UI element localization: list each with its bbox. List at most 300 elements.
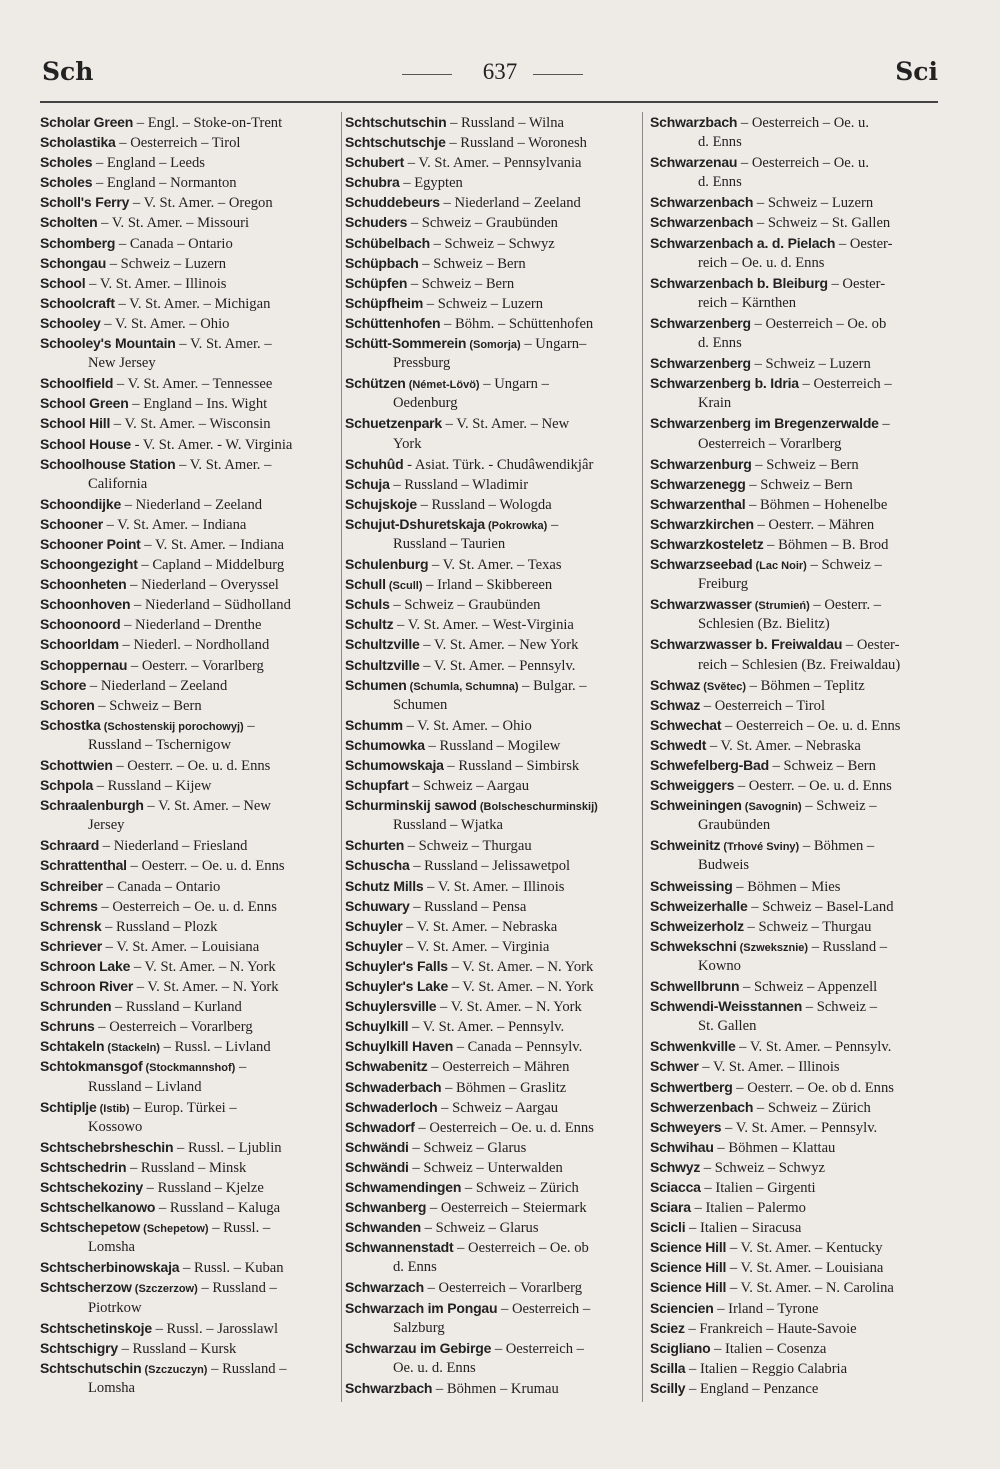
location-text: – Oesterreich – — [798, 376, 892, 393]
location-continuation: Lomsha — [88, 1239, 136, 1256]
location-text: – Böhmen – Graslitz — [441, 1079, 567, 1096]
place-name: Schooley — [40, 314, 101, 331]
place-name: Schuls — [345, 596, 390, 613]
gazetteer-entry — [650, 373, 938, 413]
entry-line — [345, 1056, 635, 1076]
location-text: – Oesterreich – — [497, 1300, 591, 1317]
entry-line — [345, 896, 635, 916]
location-text: – Engl. – Stoke-on-Trent — [133, 115, 283, 131]
gazetteer-entry — [650, 1257, 938, 1277]
entry-line — [345, 1097, 635, 1117]
place-name: Schoolfield — [40, 375, 114, 392]
gazetteer-entry — [40, 1056, 338, 1096]
entry-line — [345, 152, 635, 172]
place-name: Schurminskij sawod — [345, 797, 477, 814]
place-name: Schwechat — [650, 716, 722, 733]
place-name: Schuhûd — [345, 455, 404, 472]
entry-line — [650, 876, 938, 896]
place-name: Schwerzenbach — [650, 1098, 754, 1115]
gazetteer-entry — [40, 1318, 338, 1338]
gazetteer-entry — [650, 233, 938, 273]
gazetteer-entry — [345, 655, 635, 675]
gazetteer-entry — [40, 574, 338, 594]
gazetteer-entry — [650, 1177, 938, 1197]
place-name: Schultz — [345, 616, 394, 633]
entries-column-1 — [40, 112, 338, 1398]
location-text: – Schweiz – Bern — [745, 476, 853, 493]
entry-line — [345, 233, 635, 253]
gazetteer-entry — [650, 795, 938, 835]
gazetteer-entry — [650, 494, 938, 514]
location-text: – Russland – Jelissawetpol — [409, 858, 571, 875]
location-continuation: d. Enns — [393, 1259, 437, 1276]
place-name: Scicli — [650, 1219, 686, 1236]
location-text: – Russland – Kurland — [111, 999, 242, 1016]
location-text: – — [235, 1059, 247, 1076]
place-name: Schwenkville — [650, 1038, 736, 1055]
entry-line — [650, 494, 938, 514]
entry-line — [40, 554, 338, 574]
gazetteer-entry — [40, 956, 338, 976]
place-name: Schwertberg — [650, 1078, 733, 1095]
header-right-letters: Sci — [895, 57, 938, 86]
gazetteer-entry — [40, 434, 338, 454]
location-text: – V. St. Amer. – Missouri — [97, 215, 250, 232]
gazetteer-entry — [345, 132, 635, 152]
entry-line — [345, 1157, 635, 1177]
location-text: – Schweiz – Unterwalden — [408, 1159, 563, 1176]
place-name: Schwarzwasser b. Freiwaldau — [650, 636, 843, 653]
gazetteer-entry — [40, 152, 338, 172]
place-name: Sciara — [650, 1199, 691, 1216]
location-text: – V. St. Amer. – New — [442, 416, 570, 433]
location-text: – England – Normanton — [92, 175, 237, 192]
entry-line — [345, 855, 635, 875]
place-name: Schomberg — [40, 234, 116, 251]
entry-line — [650, 1177, 938, 1197]
location-text: – — [878, 416, 890, 433]
place-name: Schweiggers — [650, 777, 735, 794]
entry-line — [40, 273, 338, 293]
place-name: Schweissing — [650, 877, 733, 894]
place-name: Schüpbach — [345, 254, 419, 271]
entry-line — [40, 454, 338, 474]
entry-line — [40, 996, 338, 1016]
entry-line — [40, 956, 338, 976]
place-name: Schübelbach — [345, 234, 430, 251]
entry-line — [650, 1077, 938, 1097]
gazetteer-entry — [650, 1036, 938, 1056]
entry-line — [40, 293, 338, 313]
entry-line — [345, 1016, 635, 1036]
gazetteer-entry — [40, 373, 338, 393]
gazetteer-entry — [345, 333, 635, 373]
entry-line — [345, 132, 635, 152]
entry-line — [650, 1157, 938, 1177]
entry-line — [40, 253, 338, 273]
entry-line — [650, 675, 938, 695]
place-name: Schüpfen — [345, 274, 408, 291]
entry-line — [345, 1036, 635, 1056]
entry-line — [650, 233, 938, 253]
location-continuation: California — [88, 475, 148, 492]
entry-line — [345, 876, 635, 896]
gazetteer-entry — [40, 514, 338, 534]
gazetteer-entry — [345, 936, 635, 956]
location-text: – Irland – Skibbereen — [422, 577, 553, 594]
location-text: – Schweiz – Bern — [751, 456, 859, 473]
gazetteer-entry — [40, 855, 338, 875]
location-continuation: Piotrkow — [88, 1299, 142, 1316]
entry-line — [40, 1338, 338, 1358]
location-text: – Niederland – Zeeland — [86, 677, 228, 694]
gazetteer-entry — [345, 1077, 635, 1097]
location-text: – V. St. Amer. – N. York — [436, 999, 582, 1016]
gazetteer-entry — [40, 1257, 338, 1277]
gazetteer-entry — [345, 835, 635, 855]
gazetteer-entry — [345, 1338, 635, 1378]
gazetteer-entry — [40, 1016, 338, 1036]
entry-line — [40, 594, 338, 614]
place-name: Schtschutschje — [345, 134, 446, 151]
place-name: Schwarzenegg — [650, 475, 746, 492]
gazetteer-entry — [650, 313, 938, 353]
place-name: Schwarzenburg — [650, 455, 752, 472]
location-text: – Russland – Kjelze — [143, 1179, 264, 1196]
entry-line — [345, 273, 635, 293]
entry-line — [40, 413, 338, 433]
location-text: – Böhmen – Teplitz — [746, 677, 865, 694]
entry-line — [650, 1378, 938, 1398]
gazetteer-entry — [650, 675, 938, 695]
location-text: – Russland – Kursk — [117, 1340, 237, 1357]
location-text: – Bulgar. – — [518, 677, 587, 694]
location-text: – V. St. Amer. – Illinois — [423, 878, 565, 895]
location-text: – Russland – Plozk — [101, 918, 218, 935]
place-name: Schtakeln — [40, 1038, 105, 1055]
location-text: – Russl. – Kuban — [179, 1260, 284, 1277]
place-name: Schuders — [345, 214, 408, 231]
entry-line — [650, 112, 938, 132]
place-name: Schumm — [345, 716, 403, 733]
alternate-name: (Szweksznie) — [736, 941, 809, 954]
location-text: – Niederland – Zeeland — [121, 496, 263, 513]
place-name: Schwanberg — [345, 1199, 427, 1216]
location-continuation: Schumen — [393, 696, 448, 713]
gazetteer-entry — [40, 1338, 338, 1358]
entry-line — [345, 1277, 635, 1297]
place-name: Schwefelberg-Bad — [650, 757, 769, 773]
gazetteer-entry — [345, 634, 635, 654]
place-name: Schuylkill — [345, 1018, 409, 1035]
gazetteer-entry — [650, 775, 938, 795]
place-name: Schumen — [345, 676, 407, 693]
entry-line — [345, 574, 635, 594]
place-name: Schtschelkanowo — [40, 1199, 156, 1216]
gazetteer-entry — [40, 1036, 338, 1056]
entry-line — [650, 373, 938, 393]
place-name: Schubert — [345, 154, 405, 171]
place-name: Scholes — [40, 154, 93, 171]
place-name: Schwarzenbach a. d. Pielach — [650, 234, 836, 251]
place-name: Schrunden — [40, 998, 112, 1015]
gazetteer-entry — [650, 1277, 938, 1297]
location-text: – Italien – Palermo — [690, 1200, 806, 1217]
location-text: – Russland – Wologda — [416, 496, 552, 513]
entry-line — [40, 333, 338, 353]
location-continuation: Pressburg — [393, 355, 451, 372]
gazetteer-entry — [650, 936, 938, 976]
place-name: Schwarzach — [345, 1279, 424, 1296]
location-text: – V. St. Amer. – Virginia — [402, 938, 550, 955]
entry-line — [650, 795, 938, 815]
gazetteer-entry — [345, 1036, 635, 1056]
entry-line — [345, 916, 635, 936]
entry-line — [40, 1358, 338, 1378]
gazetteer-entry — [40, 1358, 338, 1398]
location-text: – Europ. Türkei – — [129, 1099, 237, 1116]
place-name: Schwamendingen — [345, 1178, 462, 1195]
column-divider — [642, 112, 643, 1402]
gazetteer-entry — [650, 1157, 938, 1177]
location-text: – Oesterreich – Oe. ob — [453, 1240, 589, 1257]
location-continuation: Krain — [698, 395, 732, 412]
gazetteer-entry — [345, 373, 635, 413]
place-name: Schwändi — [345, 1158, 409, 1175]
gazetteer-entry — [345, 494, 635, 514]
gazetteer-entry — [650, 1097, 938, 1117]
place-name: Schuja — [345, 475, 390, 492]
place-name: Schwarzenberg — [650, 355, 751, 372]
gazetteer-entry — [650, 876, 938, 896]
entry-line — [650, 474, 938, 494]
header-rule — [40, 101, 938, 103]
place-name: Schurten — [345, 837, 405, 854]
gazetteer-entry — [345, 1137, 635, 1157]
gazetteer-entry — [40, 775, 338, 795]
place-name: School — [40, 274, 86, 291]
location-text: – Oesterr. – Oe. u. d. Enns — [126, 858, 285, 875]
entry-line — [345, 212, 635, 232]
place-name: Schütt-Sommerein — [345, 335, 467, 352]
gazetteer-entry — [40, 534, 338, 554]
location-continuation: Jersey — [88, 817, 125, 834]
place-name: Schwändi — [345, 1138, 409, 1155]
location-text: – Schweiz – Luzern — [750, 356, 871, 373]
entry-line — [40, 1137, 338, 1157]
place-name: Scholastika — [40, 134, 116, 151]
entry-line — [345, 1197, 635, 1217]
location-text: – Oester- — [835, 235, 893, 252]
place-name: Schwekschni — [650, 937, 737, 954]
place-name: Schwarzenberg b. Idria — [650, 375, 799, 392]
place-name: Schtschigry — [40, 1339, 118, 1356]
location-text: – Ungarn – — [479, 376, 549, 393]
location-text: – Oesterreich – Oe. u. d. Enns — [97, 898, 277, 915]
place-name: Schwarzbach — [650, 114, 738, 130]
gazetteer-entry — [345, 112, 635, 132]
place-name: Schtiplje — [40, 1098, 97, 1115]
location-text: – Egypten — [399, 175, 463, 192]
location-text: – Schweiz – Luzern — [106, 255, 227, 272]
entry-line — [650, 192, 938, 212]
entry-line — [40, 1217, 338, 1237]
place-name: Schpola — [40, 777, 94, 794]
location-continuation: reich – Oe. u. d. Enns — [698, 254, 825, 271]
gazetteer-entry — [650, 835, 938, 875]
place-name: Schruns — [40, 1018, 95, 1035]
alternate-name: (Somorja) — [466, 339, 521, 352]
place-name: Scholten — [40, 214, 98, 231]
entry-line — [650, 996, 938, 1016]
entry-line — [345, 715, 635, 735]
gazetteer-entry — [650, 1298, 938, 1318]
location-text: – Schweiz – Graubünden — [407, 215, 558, 232]
gazetteer-entry — [650, 1378, 938, 1398]
alternate-name: (Schumla, Schumna) — [406, 680, 519, 693]
entry-line — [345, 735, 635, 755]
alternate-name: (Lac Noir) — [752, 560, 807, 573]
entry-line — [40, 1318, 338, 1338]
entry-line — [345, 775, 635, 795]
entry-line — [345, 835, 635, 855]
entry-line — [40, 1277, 338, 1297]
place-name: Schwarzenau — [650, 154, 738, 171]
entry-line — [40, 574, 338, 594]
place-name: Schwabenitz — [345, 1058, 428, 1075]
gazetteer-entry — [650, 112, 938, 152]
place-name: Schujut-Dshuretskaja — [345, 515, 485, 532]
location-continuation: d. Enns — [698, 134, 742, 151]
alternate-name: (Istib) — [96, 1102, 130, 1115]
entry-line — [345, 614, 635, 634]
entry-line — [40, 313, 338, 333]
entry-line — [40, 1157, 338, 1177]
location-text: – V. St. Amer. – Wisconsin — [110, 416, 271, 433]
entry-line — [650, 1056, 938, 1076]
gazetteer-entry — [40, 1137, 338, 1157]
gazetteer-entry — [40, 413, 338, 433]
location-text: – Schweiz – Zürich — [461, 1179, 579, 1196]
place-name: Schtschedrin — [40, 1158, 127, 1175]
gazetteer-entry — [345, 976, 635, 996]
place-name: Schwarzach im Pongau — [345, 1299, 498, 1316]
gazetteer-entry — [40, 1177, 338, 1197]
alternate-name: (Scull) — [385, 580, 423, 593]
location-text: – V. St. Amer. – — [175, 456, 272, 473]
gazetteer-entry — [650, 212, 938, 232]
alternate-name: (Trhové Sviny) — [720, 841, 800, 854]
place-name: Schwarzenberg — [650, 314, 751, 331]
gazetteer-entry — [40, 936, 338, 956]
location-text: – Böhm. – Schüttenhofen — [440, 315, 594, 332]
location-text: – V. St. Amer. – N. York — [447, 958, 594, 975]
location-text: – Irland – Tyrone — [713, 1300, 819, 1317]
location-text: – Russland – — [808, 938, 888, 955]
location-text: – V. St. Amer. – West-Virginia — [393, 617, 574, 634]
entry-line — [345, 413, 635, 433]
location-text: – V. St. Amer. – N. York — [133, 979, 279, 996]
location-text: – V. St. Amer. – Oregon — [129, 195, 273, 212]
location-text: – Oester- — [827, 275, 886, 292]
alternate-name: (Schepetow) — [140, 1223, 209, 1236]
entry-line — [345, 192, 635, 212]
place-name: Schuetzenpark — [345, 415, 442, 432]
place-name: Schwarzenbach b. Bleiburg — [650, 274, 828, 291]
place-name: Schoonheten — [40, 576, 127, 593]
place-name: Schostka — [40, 716, 101, 733]
entry-line — [345, 996, 635, 1016]
place-name: Schooner — [40, 515, 103, 532]
gazetteer-entry — [40, 896, 338, 916]
alternate-name: (Pokrowka) — [484, 519, 548, 532]
entry-line — [650, 715, 938, 735]
gazetteer-entry — [40, 976, 338, 996]
entry-line — [345, 333, 635, 353]
place-name: Schull — [345, 576, 386, 593]
alternate-name: (Stockmannshof) — [142, 1062, 236, 1075]
place-name: Sciez — [650, 1319, 685, 1336]
gazetteer-entry — [345, 996, 635, 1016]
gazetteer-entry — [40, 132, 338, 152]
gazetteer-entry — [650, 514, 938, 534]
gazetteer-entry — [650, 474, 938, 494]
gazetteer-entry — [345, 212, 635, 232]
location-text: – Russland – Woronesh — [445, 135, 587, 152]
location-text: – Oesterreich – Oe. u. — [737, 155, 869, 172]
location-text: – V. St. Amer. – Pennsylv. — [419, 657, 576, 674]
gazetteer-entry — [650, 534, 938, 554]
location-continuation: Graubünden — [698, 817, 771, 834]
entry-line — [650, 936, 938, 956]
entry-line — [40, 634, 338, 654]
place-name: Schweinitz — [650, 837, 721, 854]
gazetteer-entry — [345, 152, 635, 172]
location-continuation: Russland – Tschernigow — [88, 736, 232, 753]
location-text: – Russland – Kijew — [93, 778, 212, 795]
place-name: Schultzville — [345, 656, 420, 673]
location-text: – V. St. Amer. – Ohio — [100, 315, 230, 332]
place-name: Schützen — [345, 375, 406, 392]
location-text: – Oesterreich – Oe. u. — [737, 115, 869, 131]
gazetteer-entry — [650, 273, 938, 313]
place-name: Schwaderbach — [345, 1078, 442, 1095]
location-text: – V. St. Amer. – Ohio — [402, 717, 532, 734]
location-text: – V. St. Amer. – Illinois — [85, 275, 227, 292]
place-name: School Hill — [40, 415, 111, 432]
location-text: – Niederland – Drenthe — [120, 617, 262, 634]
gazetteer-entry — [40, 1157, 338, 1177]
gazetteer-entry — [40, 1217, 338, 1257]
gazetteer-entry — [345, 1157, 635, 1177]
location-text: – Böhmen – — [799, 838, 875, 855]
entry-line — [345, 494, 635, 514]
gazetteer-entry — [345, 1277, 635, 1297]
location-continuation: d. Enns — [698, 174, 742, 191]
gazetteer-entry — [40, 393, 338, 413]
location-continuation: Kowno — [698, 957, 741, 974]
place-name: Schriever — [40, 937, 103, 954]
entry-line — [650, 695, 938, 715]
alternate-name: (Strumień) — [751, 600, 810, 613]
gazetteer-entry — [345, 554, 635, 574]
entry-line — [40, 494, 338, 514]
location-text: – Schweiz – Bern — [94, 697, 202, 714]
location-text: – — [243, 717, 255, 734]
location-text: – V. St. Amer. – Louisiana — [726, 1260, 884, 1277]
location-continuation: New Jersey — [88, 355, 156, 372]
entry-line — [40, 936, 338, 956]
